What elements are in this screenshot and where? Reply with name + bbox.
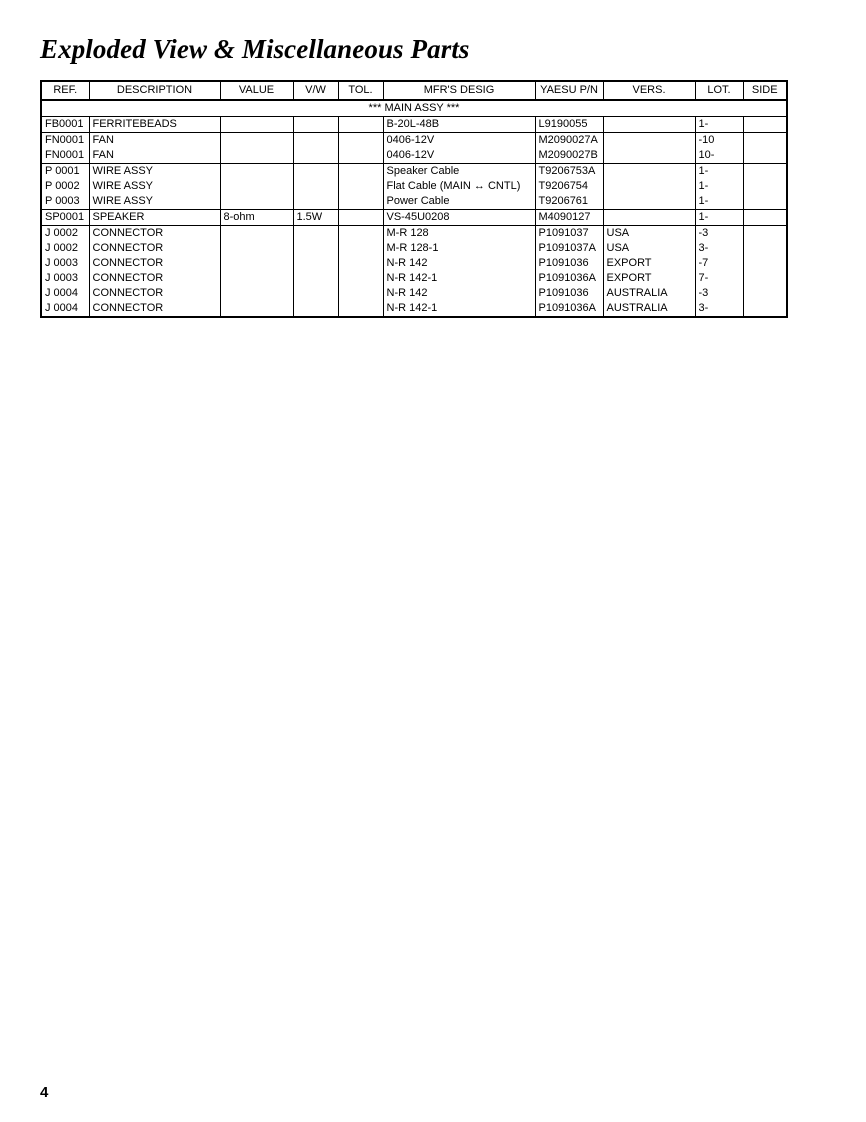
cell-vers: AUSTRALIA xyxy=(603,286,695,301)
cell-ref: J 0004 xyxy=(41,301,89,317)
section-label: *** MAIN ASSY *** xyxy=(41,100,787,117)
table-row xyxy=(41,241,787,256)
cell-description: WIRE ASSY xyxy=(89,164,220,180)
cell-mfr-desig: M-R 128-1 xyxy=(383,241,535,256)
cell-value xyxy=(220,301,293,317)
cell-side xyxy=(743,271,787,286)
cell-vw xyxy=(293,301,338,317)
cell-ref: J 0002 xyxy=(41,226,89,242)
cell-vers xyxy=(603,117,695,133)
cell-ref: J 0004 xyxy=(41,286,89,301)
cell-description: WIRE ASSY xyxy=(89,194,220,210)
cell-lot: 1- xyxy=(695,117,743,133)
cell-tol xyxy=(338,194,383,210)
cell-lot: 3- xyxy=(695,241,743,256)
column-header-vers: VERS. xyxy=(603,81,695,100)
cell-value xyxy=(220,133,293,149)
cell-yaesu-pn: M2090027B xyxy=(535,148,603,164)
cell-yaesu-pn: P1091036 xyxy=(535,286,603,301)
table-row xyxy=(41,271,787,286)
cell-side xyxy=(743,179,787,194)
column-header-mfr-desig: MFR'S DESIG xyxy=(383,81,535,100)
cell-side xyxy=(743,226,787,242)
cell-lot: 10- xyxy=(695,148,743,164)
column-header-tol: TOL. xyxy=(338,81,383,100)
cell-vers: EXPORT xyxy=(603,256,695,271)
cell-vers: USA xyxy=(603,241,695,256)
cell-description: CONNECTOR xyxy=(89,271,220,286)
cell-yaesu-pn: L9190055 xyxy=(535,117,603,133)
cell-ref: FN0001 xyxy=(41,133,89,149)
cell-yaesu-pn: M4090127 xyxy=(535,210,603,226)
cell-side xyxy=(743,164,787,180)
column-header-yaesu-pn: YAESU P/N xyxy=(535,81,603,100)
cell-tol xyxy=(338,210,383,226)
cell-description: FAN xyxy=(89,133,220,149)
cell-side xyxy=(743,194,787,210)
table-row xyxy=(41,117,787,133)
cell-tol xyxy=(338,117,383,133)
cell-tol xyxy=(338,301,383,317)
cell-side xyxy=(743,210,787,226)
cell-mfr-desig: B-20L-48B xyxy=(383,117,535,133)
cell-ref: FN0001 xyxy=(41,148,89,164)
cell-tol xyxy=(338,179,383,194)
cell-tol xyxy=(338,256,383,271)
cell-vw xyxy=(293,241,338,256)
cell-vers xyxy=(603,133,695,149)
column-header-description: DESCRIPTION xyxy=(89,81,220,100)
cell-value xyxy=(220,241,293,256)
cell-mfr-desig: N-R 142-1 xyxy=(383,271,535,286)
table-row xyxy=(41,194,787,210)
cell-vw xyxy=(293,194,338,210)
table-row xyxy=(41,301,787,317)
cell-mfr-desig: 0406-12V xyxy=(383,148,535,164)
cell-vw xyxy=(293,271,338,286)
cell-ref: SP0001 xyxy=(41,210,89,226)
table-header-row xyxy=(41,81,787,100)
cell-vers xyxy=(603,210,695,226)
cell-mfr-desig: VS-45U0208 xyxy=(383,210,535,226)
cell-value: 8-ohm xyxy=(220,210,293,226)
column-header-lot: LOT. xyxy=(695,81,743,100)
cell-yaesu-pn: T9206753A xyxy=(535,164,603,180)
cell-yaesu-pn: P1091036 xyxy=(535,256,603,271)
cell-tol xyxy=(338,271,383,286)
cell-ref: P 0002 xyxy=(41,179,89,194)
cell-description: CONNECTOR xyxy=(89,256,220,271)
parts-table xyxy=(40,80,788,318)
cell-description: FERRITEBEADS xyxy=(89,117,220,133)
cell-mfr-desig: Speaker Cable xyxy=(383,164,535,180)
cell-vw xyxy=(293,286,338,301)
cell-side xyxy=(743,133,787,149)
cell-lot: -7 xyxy=(695,256,743,271)
cell-value xyxy=(220,271,293,286)
column-header-ref: REF. xyxy=(41,81,89,100)
cell-tol xyxy=(338,226,383,242)
cell-yaesu-pn: P1091037 xyxy=(535,226,603,242)
cell-vers xyxy=(603,179,695,194)
table-row xyxy=(41,179,787,194)
cell-mfr-desig: Flat Cable (MAIN ↔ CNTL) xyxy=(383,179,535,194)
cell-lot: 3- xyxy=(695,301,743,317)
cell-mfr-desig: Power Cable xyxy=(383,194,535,210)
cell-lot: 1- xyxy=(695,164,743,180)
cell-description: CONNECTOR xyxy=(89,241,220,256)
cell-description: CONNECTOR xyxy=(89,301,220,317)
cell-mfr-desig: N-R 142-1 xyxy=(383,301,535,317)
cell-side xyxy=(743,256,787,271)
page-title: Exploded View & Miscellaneous Parts xyxy=(40,34,470,64)
cell-vw xyxy=(293,164,338,180)
cell-vers xyxy=(603,194,695,210)
cell-description: CONNECTOR xyxy=(89,226,220,242)
cell-side xyxy=(743,148,787,164)
cell-vers: AUSTRALIA xyxy=(603,301,695,317)
cell-yaesu-pn: P1091036A xyxy=(535,301,603,317)
cell-value xyxy=(220,194,293,210)
cell-side xyxy=(743,241,787,256)
table-row xyxy=(41,133,787,149)
cell-mfr-desig: N-R 142 xyxy=(383,256,535,271)
table-row xyxy=(41,148,787,164)
cell-value xyxy=(220,148,293,164)
cell-tol xyxy=(338,241,383,256)
cell-yaesu-pn: T9206754 xyxy=(535,179,603,194)
page-number: 4 xyxy=(40,1084,49,1101)
cell-vw xyxy=(293,179,338,194)
cell-description: SPEAKER xyxy=(89,210,220,226)
column-header-side: SIDE xyxy=(743,81,787,100)
cell-vw xyxy=(293,256,338,271)
cell-lot: -3 xyxy=(695,286,743,301)
cell-vers xyxy=(603,164,695,180)
column-header-vw: V/W xyxy=(293,81,338,100)
cell-vw xyxy=(293,148,338,164)
cell-side xyxy=(743,117,787,133)
cell-value xyxy=(220,286,293,301)
cell-ref: FB0001 xyxy=(41,117,89,133)
cell-vers: USA xyxy=(603,226,695,242)
cell-ref: P 0001 xyxy=(41,164,89,180)
cell-lot: 1- xyxy=(695,210,743,226)
cell-mfr-desig: M-R 128 xyxy=(383,226,535,242)
cell-lot: 1- xyxy=(695,179,743,194)
table-row xyxy=(41,210,787,226)
cell-ref: J 0002 xyxy=(41,241,89,256)
cell-vers xyxy=(603,148,695,164)
cell-tol xyxy=(338,148,383,164)
cell-tol xyxy=(338,164,383,180)
cell-mfr-desig: 0406-12V xyxy=(383,133,535,149)
cell-lot: 7- xyxy=(695,271,743,286)
cell-side xyxy=(743,286,787,301)
cell-value xyxy=(220,226,293,242)
cell-vw xyxy=(293,133,338,149)
section-header-row xyxy=(41,100,787,117)
table-row xyxy=(41,164,787,180)
cell-lot: 1- xyxy=(695,194,743,210)
cell-ref: P 0003 xyxy=(41,194,89,210)
cell-description: CONNECTOR xyxy=(89,286,220,301)
cell-vw: 1.5W xyxy=(293,210,338,226)
cell-value xyxy=(220,179,293,194)
cell-vw xyxy=(293,117,338,133)
cell-yaesu-pn: T9206761 xyxy=(535,194,603,210)
cell-yaesu-pn: P1091037A xyxy=(535,241,603,256)
cell-lot: -3 xyxy=(695,226,743,242)
cell-value xyxy=(220,117,293,133)
table-row xyxy=(41,256,787,271)
cell-tol xyxy=(338,286,383,301)
cell-yaesu-pn: P1091036A xyxy=(535,271,603,286)
cell-description: FAN xyxy=(89,148,220,164)
cell-tol xyxy=(338,133,383,149)
cell-lot: -10 xyxy=(695,133,743,149)
column-header-value: VALUE xyxy=(220,81,293,100)
cell-description: WIRE ASSY xyxy=(89,179,220,194)
cell-vw xyxy=(293,226,338,242)
table-row xyxy=(41,226,787,242)
cell-ref: J 0003 xyxy=(41,271,89,286)
cell-vers: EXPORT xyxy=(603,271,695,286)
cell-value xyxy=(220,256,293,271)
cell-mfr-desig: N-R 142 xyxy=(383,286,535,301)
table-row xyxy=(41,286,787,301)
cell-side xyxy=(743,301,787,317)
cell-yaesu-pn: M2090027A xyxy=(535,133,603,149)
cell-ref: J 0003 xyxy=(41,256,89,271)
cell-value xyxy=(220,164,293,180)
